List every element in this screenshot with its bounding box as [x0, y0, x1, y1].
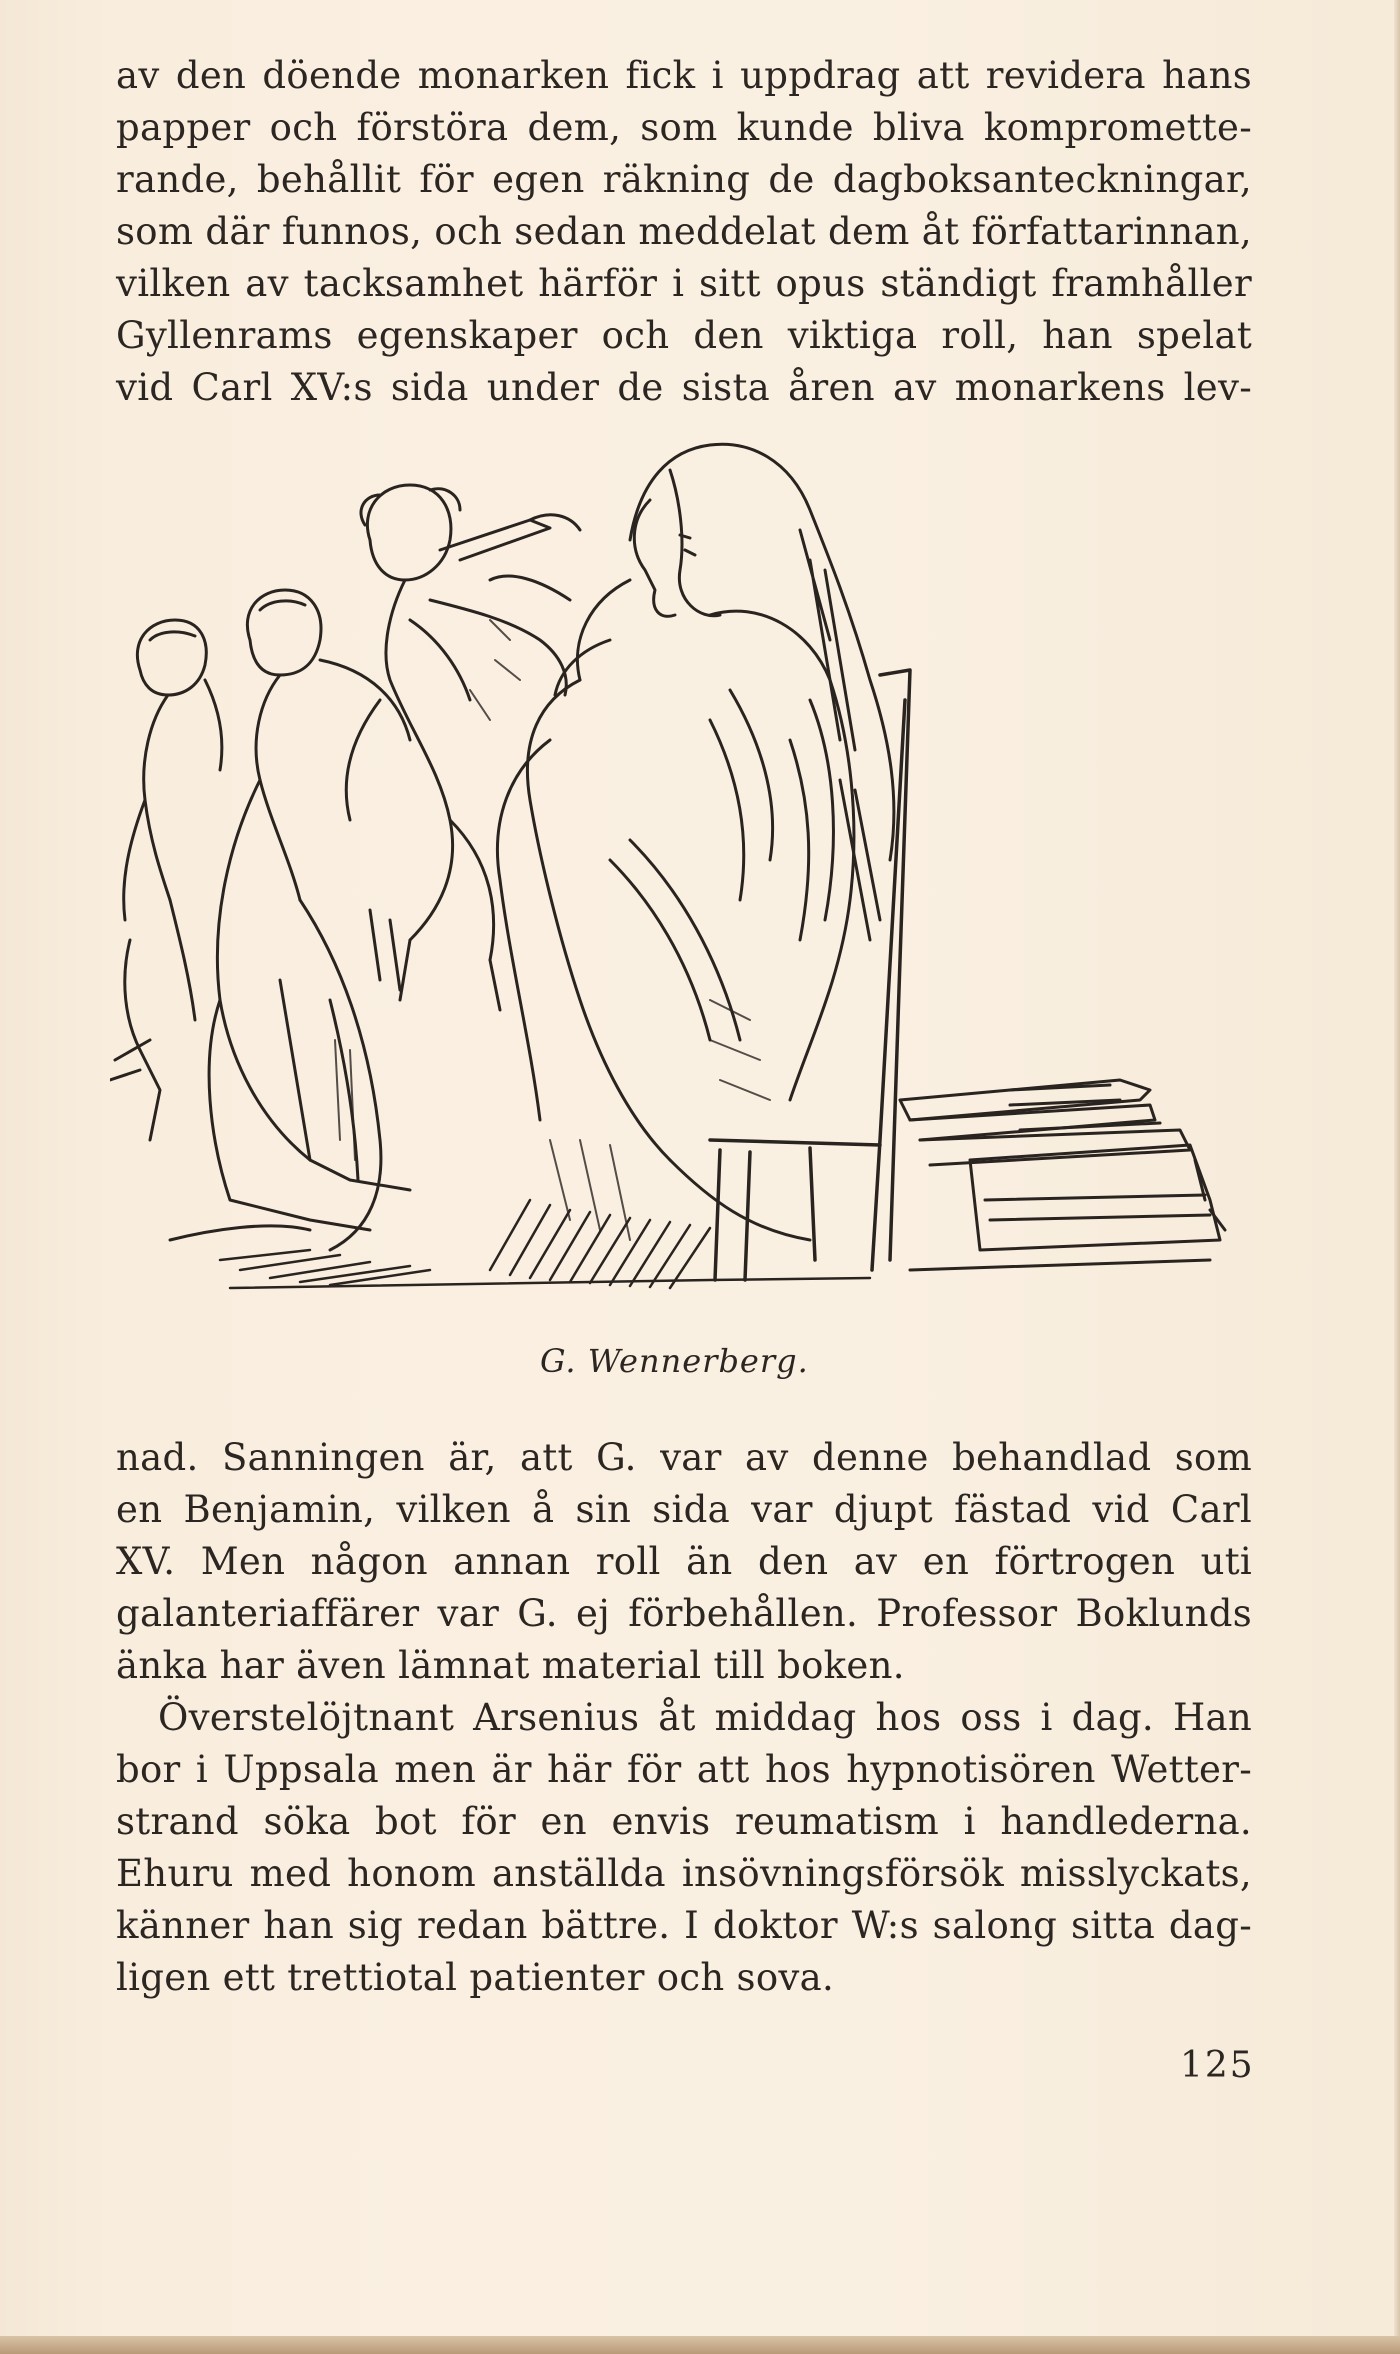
text-line: galanteriaffärer var G. ej förbehållen. Professor Boklunds: [116, 1592, 1252, 1635]
chair: [710, 670, 910, 1280]
text-line: Överstelöjtnant Arsenius åt middag hos oss i dag. Han: [158, 1696, 1252, 1739]
page-number: 125: [1180, 2045, 1255, 2086]
text-line: Ehuru med honom anställda insövningsförsök misslyckats,: [116, 1852, 1252, 1895]
pen-sketch-illustration: [110, 440, 1260, 1320]
books-stack: [900, 1080, 1225, 1270]
text-line: bor i Uppsala men är här för att hos hypnotisören Wetter-: [116, 1748, 1252, 1791]
floor-hatching: [220, 1200, 870, 1288]
seated-woman: [490, 444, 894, 1240]
small-child: [110, 620, 222, 1140]
text-line: papper och förstöra dem, som kunde bliva kompromette-: [116, 106, 1252, 149]
bottom-paragraph: [116, 1432, 1252, 2004]
text-line: en Benjamin, vilken å sin sida var djupt fästad vid Carl: [116, 1488, 1252, 1531]
page-right-edge: [1394, 0, 1400, 2354]
text-line: som där funnos, och sedan meddelat dem åt författarinnan,: [116, 210, 1252, 253]
text-line: av den döende monarken fick i uppdrag att revidera hans: [116, 54, 1252, 97]
text-line: Gyllenrams egenskaper och den viktiga roll, han spelat: [116, 314, 1252, 357]
text-line: XV. Men någon annan roll än den av en förtrogen uti: [116, 1540, 1252, 1583]
text-line: känner han sig redan bättre. I doktor W:s salong sitta dag-: [116, 1904, 1252, 1947]
text-line: vilken av tacksamhet härför i sitt opus ständigt framhåller: [116, 262, 1252, 305]
text-line: strand söka bot för en envis reumatism i handlederna.: [116, 1800, 1252, 1843]
top-paragraph: [116, 50, 1252, 414]
text-line: nad. Sanningen är, att G. var av denne behandlad som: [116, 1436, 1252, 1479]
text-line: ligen ett trettiotal patienter och sova.: [116, 1956, 835, 1999]
child-being-fed: [346, 485, 580, 1010]
illustration-caption: G. Wennerberg.: [540, 1342, 809, 1380]
page-bottom-edge: [0, 2336, 1400, 2354]
kneeling-girl: [170, 590, 410, 1250]
text-line: vid Carl XV:s sida under de sista åren av monarkens lev-: [116, 366, 1252, 409]
text-line: änka har även lämnat material till boken.: [116, 1644, 905, 1687]
text-line: rande, behållit för egen räkning de dagboksanteckningar,: [116, 158, 1252, 201]
